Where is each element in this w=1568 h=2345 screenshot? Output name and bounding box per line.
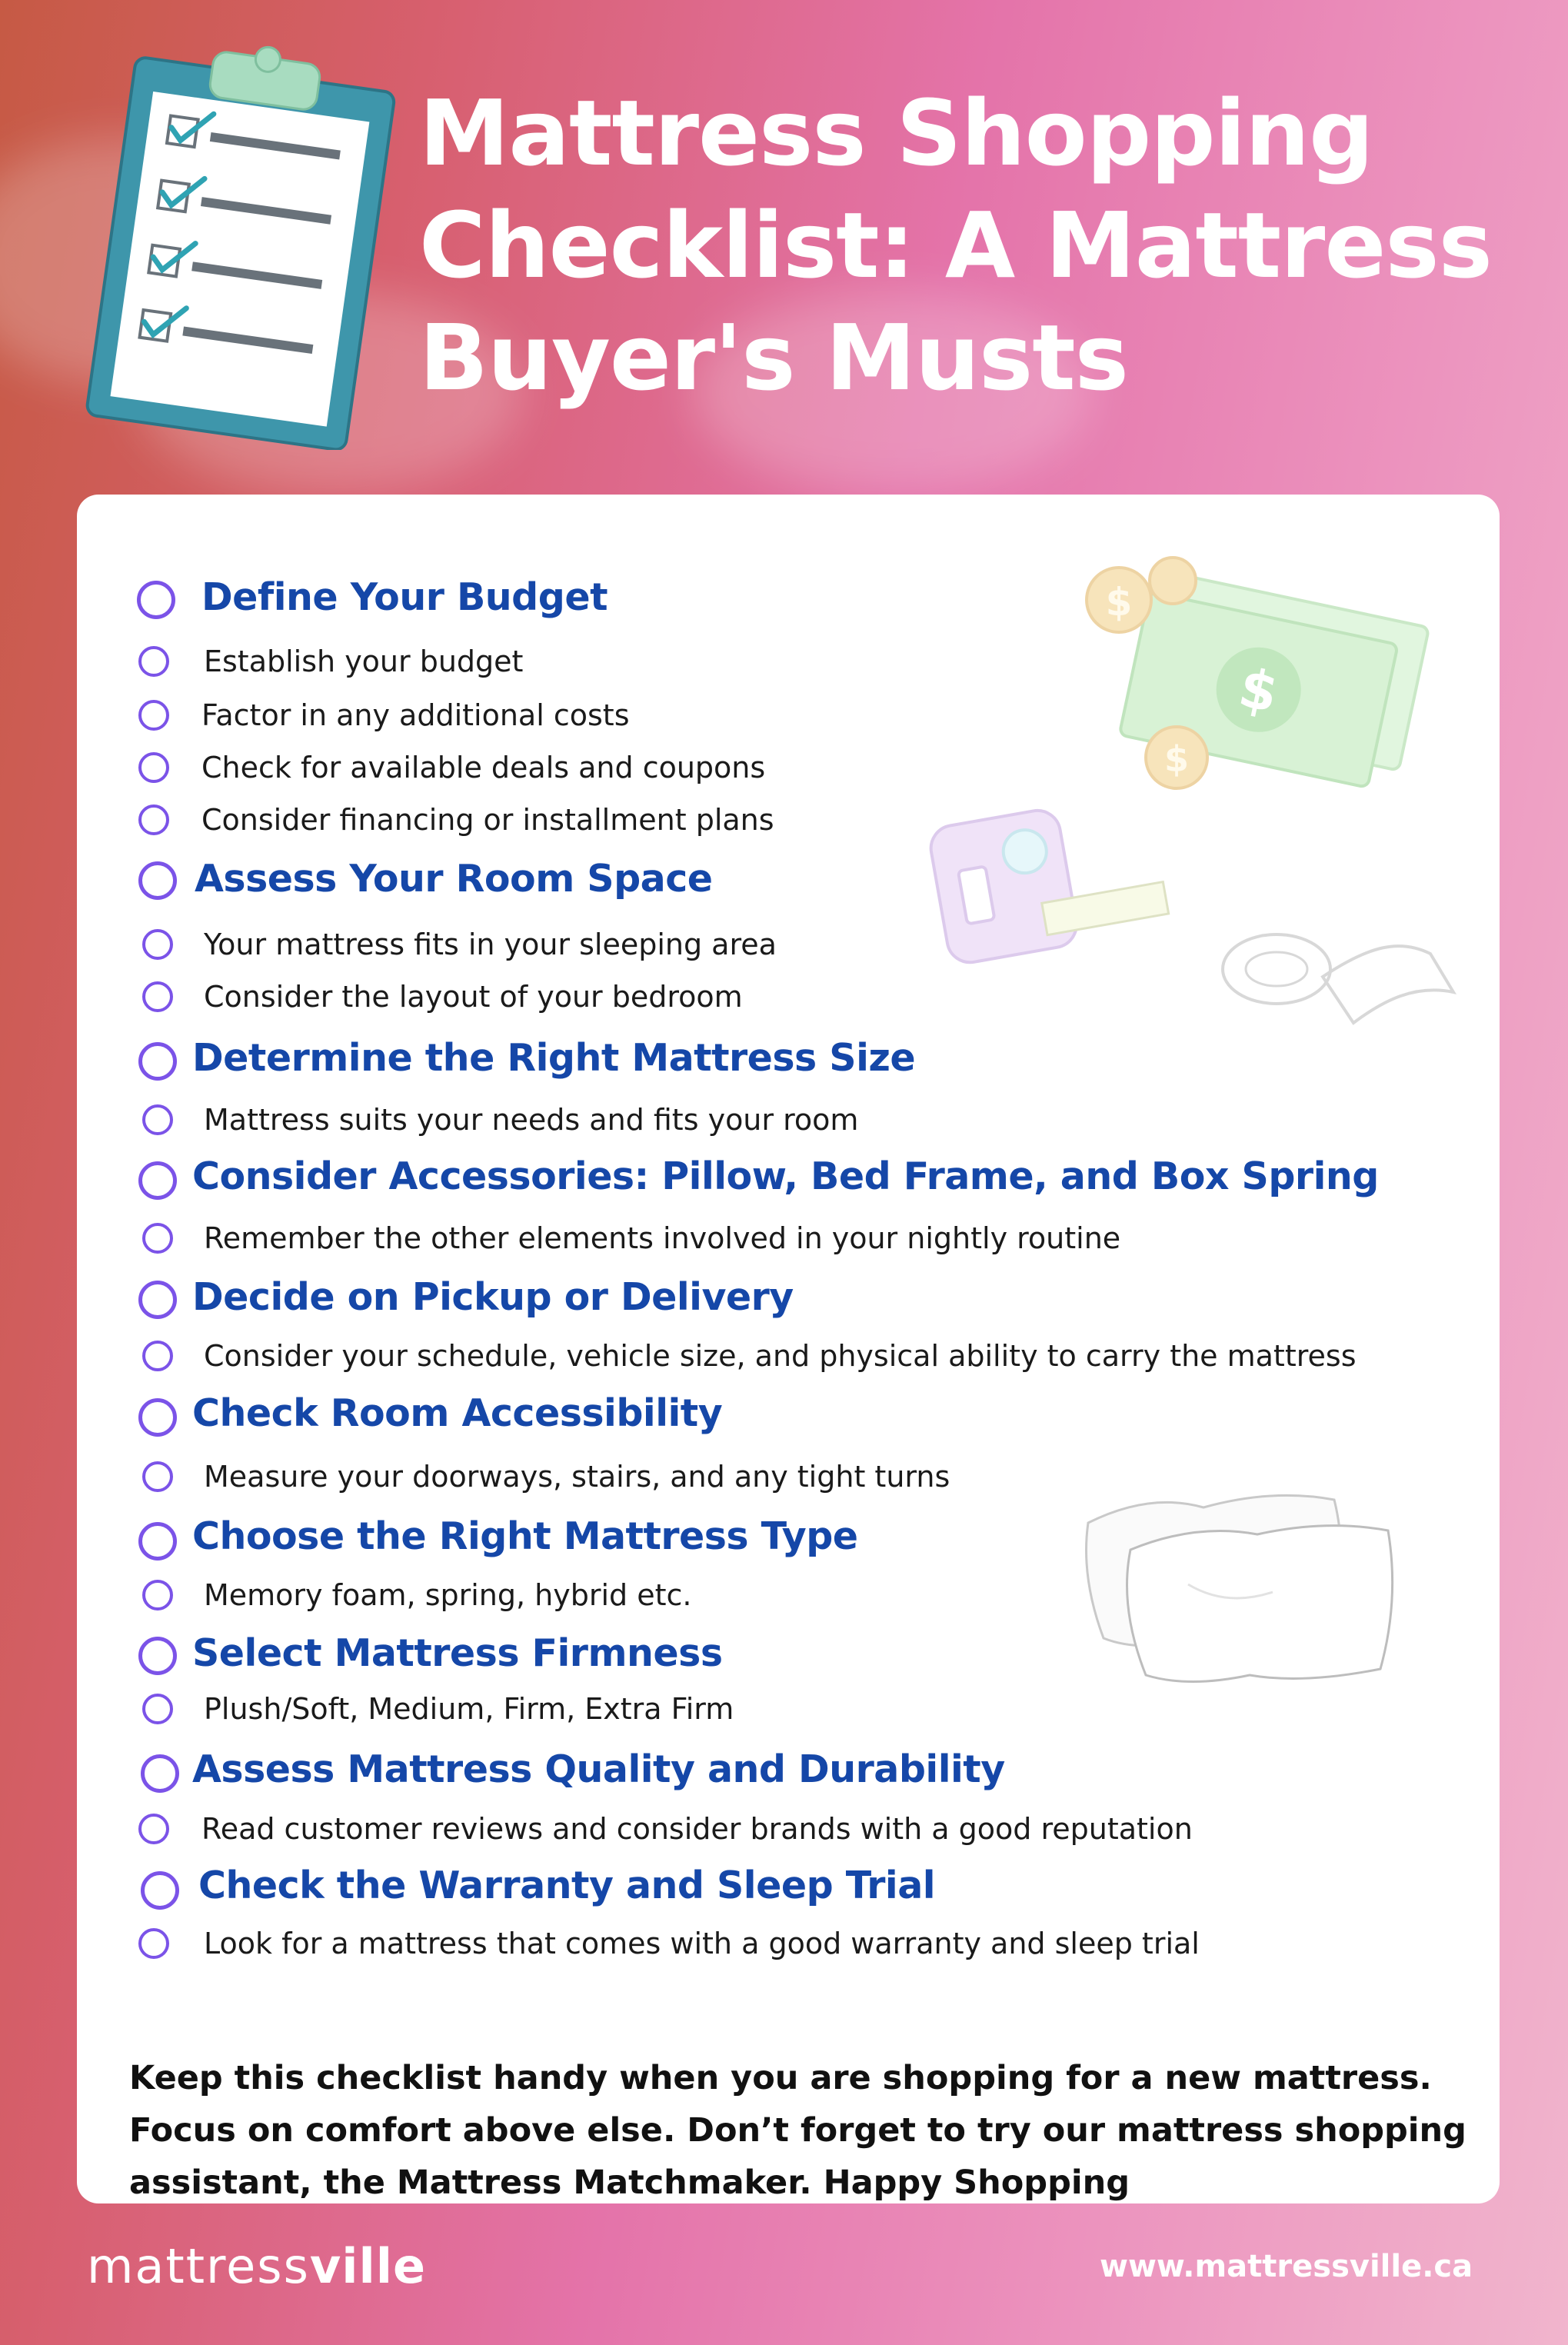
item-checkbox[interactable] bbox=[138, 700, 169, 731]
section-heading: Select Mattress Firmness bbox=[192, 1631, 723, 1675]
section-heading: Choose the Right Mattress Type bbox=[192, 1514, 858, 1558]
section-checkbox[interactable] bbox=[138, 1398, 177, 1437]
logo-text-light: mattress bbox=[87, 2238, 310, 2294]
section-heading: Check the Warranty and Sleep Trial bbox=[198, 1864, 936, 1907]
section-heading: Define Your Budget bbox=[201, 575, 608, 619]
section-heading: Assess Mattress Quality and Durability bbox=[192, 1747, 1005, 1791]
svg-text:$: $ bbox=[1164, 738, 1190, 780]
item-checkbox[interactable] bbox=[138, 804, 169, 835]
website-link[interactable]: www.mattressville.ca bbox=[1100, 2249, 1473, 2284]
section-heading: Consider Accessories: Pillow, Bed Frame, and Box Spring bbox=[192, 1154, 1379, 1198]
pillows-icon bbox=[1073, 1477, 1403, 1707]
item-checkbox[interactable] bbox=[142, 1694, 173, 1724]
closing-note: Keep this checklist handy when you are shopping for a new mattress. Focus on comfort above else. Don’t forget to try our mattress shopping assistant, the Mattress Matchmaker. Happy Shopping bbox=[129, 2059, 1466, 2202]
item-checkbox[interactable] bbox=[138, 1814, 169, 1844]
checklist-item: Consider financing or installment plans bbox=[201, 803, 774, 837]
section-checkbox[interactable] bbox=[138, 1042, 177, 1081]
checklist-item: Your mattress fits in your sleeping area bbox=[204, 928, 777, 961]
checklist-item: Read customer reviews and consider brands with a good reputation bbox=[201, 1812, 1193, 1846]
page-title: Mattress Shopping Checklist: A Mattress Buyer's Musts bbox=[419, 80, 1492, 411]
item-checkbox[interactable] bbox=[142, 929, 173, 960]
item-checkbox[interactable] bbox=[142, 1461, 173, 1492]
section-checkbox[interactable] bbox=[138, 1281, 177, 1319]
checklist-item: Consider the layout of your bedroom bbox=[204, 980, 743, 1014]
section-checkbox[interactable] bbox=[138, 1522, 177, 1561]
section-heading: Decide on Pickup or Delivery bbox=[192, 1275, 794, 1319]
item-checkbox[interactable] bbox=[142, 981, 173, 1012]
logo-text-bold: ville bbox=[309, 2238, 427, 2294]
section-checkbox[interactable] bbox=[138, 1161, 177, 1200]
checklist-item: Establish your budget bbox=[204, 645, 524, 678]
brand-logo bbox=[87, 2238, 426, 2294]
section-checkbox[interactable] bbox=[138, 1637, 177, 1675]
item-checkbox[interactable] bbox=[138, 752, 169, 783]
item-checkbox[interactable] bbox=[142, 1223, 173, 1254]
checklist-item: Look for a mattress that comes with a good warranty and sleep trial bbox=[204, 1927, 1200, 1960]
checklist-item: Memory foam, spring, hybrid etc. bbox=[204, 1578, 692, 1612]
checklist-item: Plush/Soft, Medium, Firm, Extra Firm bbox=[204, 1692, 734, 1726]
checklist-item: Check for available deals and coupons bbox=[201, 751, 766, 784]
money-coins-icon bbox=[1077, 554, 1430, 800]
section-heading: Assess Your Room Space bbox=[195, 857, 713, 901]
item-checkbox[interactable] bbox=[138, 1928, 169, 1959]
svg-text:$: $ bbox=[1233, 655, 1283, 725]
section-checkbox[interactable] bbox=[137, 581, 175, 619]
svg-text:$: $ bbox=[1105, 580, 1133, 625]
checklist-item: Mattress suits your needs and fits your room bbox=[204, 1103, 859, 1137]
section-heading: Check Room Accessibility bbox=[192, 1391, 723, 1435]
checklist-item: Measure your doorways, stairs, and any tight turns bbox=[204, 1460, 950, 1494]
item-checkbox[interactable] bbox=[142, 1104, 173, 1135]
item-checkbox[interactable] bbox=[142, 1580, 173, 1611]
clipboard-checklist-icon bbox=[73, 35, 411, 450]
section-checkbox[interactable] bbox=[141, 1754, 179, 1793]
tape-measure-icon bbox=[923, 792, 1461, 1054]
checklist-item: Remember the other elements involved in your nightly routine bbox=[204, 1221, 1121, 1255]
item-checkbox[interactable] bbox=[138, 646, 169, 677]
checklist-item: Factor in any additional costs bbox=[201, 698, 630, 732]
item-checkbox[interactable] bbox=[142, 1341, 173, 1371]
section-checkbox[interactable] bbox=[138, 861, 177, 900]
section-heading: Determine the Right Mattress Size bbox=[192, 1036, 916, 1080]
checklist-item: Consider your schedule, vehicle size, and physical ability to carry the mattress bbox=[204, 1339, 1357, 1373]
section-checkbox[interactable] bbox=[141, 1871, 179, 1910]
